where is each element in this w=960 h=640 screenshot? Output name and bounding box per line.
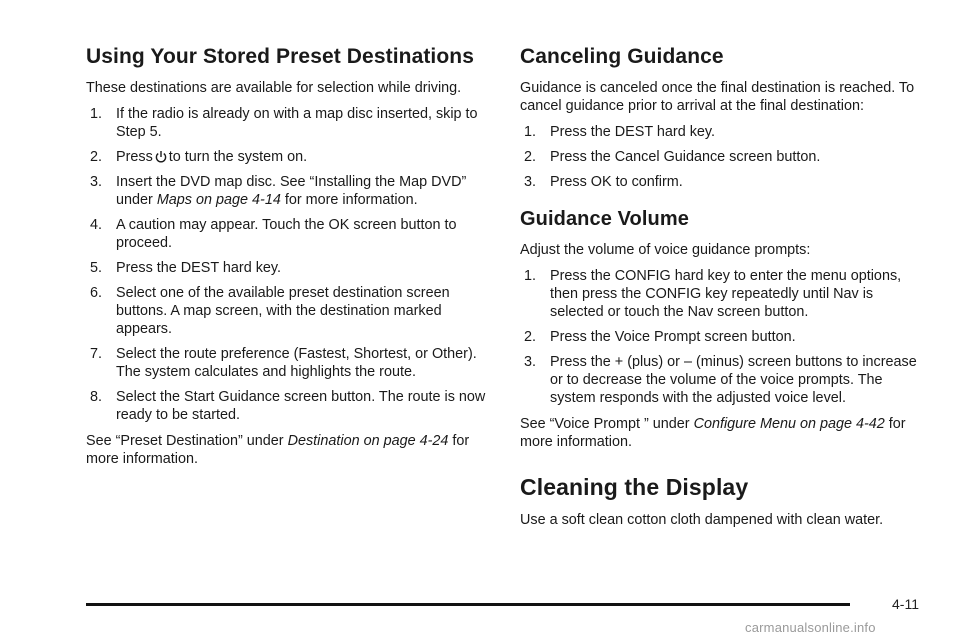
list-item: 4. A caution may appear. Touch the OK screen button to proceed.: [90, 217, 457, 251]
paragraph-cleaning: Use a soft clean cotton cloth dampened with clean water.: [520, 512, 884, 528]
paragraph-volume-intro: Adjust the volume of voice guidance prompts:: [520, 242, 811, 258]
section-heading-preset-destinations: Using Your Stored Preset Destinations: [86, 45, 475, 68]
cancel-steps-list: [520, 123, 930, 191]
list-item: 3. Insert the DVD map disc. See “Installing the Map DVD” under Maps on page 4-14 for more information.: [90, 174, 467, 208]
list-item: 1. If the radio is already on with a map disc inserted, skip to Step 5.: [90, 106, 478, 140]
list-item: 2. Press the Voice Prompt screen button.: [524, 329, 796, 345]
section-heading-cleaning-display: Cleaning the Display: [520, 474, 749, 500]
list-item: 2. Press to turn the system on.: [90, 149, 308, 165]
list-item: 7. Select the route preference (Fastest, Shortest, or Other). The system calculates and highlights the route.: [90, 346, 477, 380]
cross-reference-link: Maps on page 4-14: [156, 192, 281, 208]
volume-steps-list: [520, 267, 930, 407]
paragraph-see-also: See “Preset Destination” under Destination on page 4-24 for more information.: [86, 433, 470, 467]
cross-reference-link: Configure Menu on page 4-42: [693, 416, 885, 432]
section-heading-guidance-volume: Guidance Volume: [520, 208, 689, 230]
list-item: 6. Select one of the available preset destination screen buttons. A map screen, with the destination marked appears.: [90, 285, 450, 337]
power-icon: [155, 150, 167, 164]
list-item: 5. Press the DEST hard key.: [90, 260, 282, 276]
list-item: 1. Press the CONFIG hard key to enter the menu options, then press the CONFIG key repeatedly until Nav is selected or touch the Nav screen button.: [524, 268, 902, 320]
paragraph-volume-see-also: See “Voice Prompt ” under Configure Menu on page 4-42 for more information.: [520, 416, 906, 450]
watermark: carmanualsonline.info: [745, 620, 876, 635]
list-item: 3. Press OK to confirm.: [524, 174, 683, 190]
preset-steps-list: [86, 105, 496, 424]
right-column: [520, 44, 930, 537]
paragraph-intro: These destinations are available for selection while driving.: [86, 80, 462, 96]
left-column: [86, 44, 496, 476]
list-item: 1. Press the DEST hard key.: [524, 124, 716, 140]
cross-reference-link: Destination on page 4-24: [287, 433, 449, 449]
list-item: 8. Select the Start Guidance screen button. The route is now ready to be started.: [90, 389, 486, 423]
paragraph-cancel-intro: Guidance is canceled once the final destination is reached. To cancel guidance prior to arrival at the final destination:: [520, 80, 915, 114]
section-heading-canceling-guidance: Canceling Guidance: [520, 45, 724, 68]
list-item: 2. Press the Cancel Guidance screen button.: [524, 149, 821, 165]
page-number: 4-11: [892, 596, 919, 612]
footer-divider: [86, 603, 850, 606]
list-item: 3. Press the + (plus) or – (minus) screen buttons to increase or to decrease the volume of the voice prompts. The system responds with the adjusted voice level.: [524, 354, 917, 406]
